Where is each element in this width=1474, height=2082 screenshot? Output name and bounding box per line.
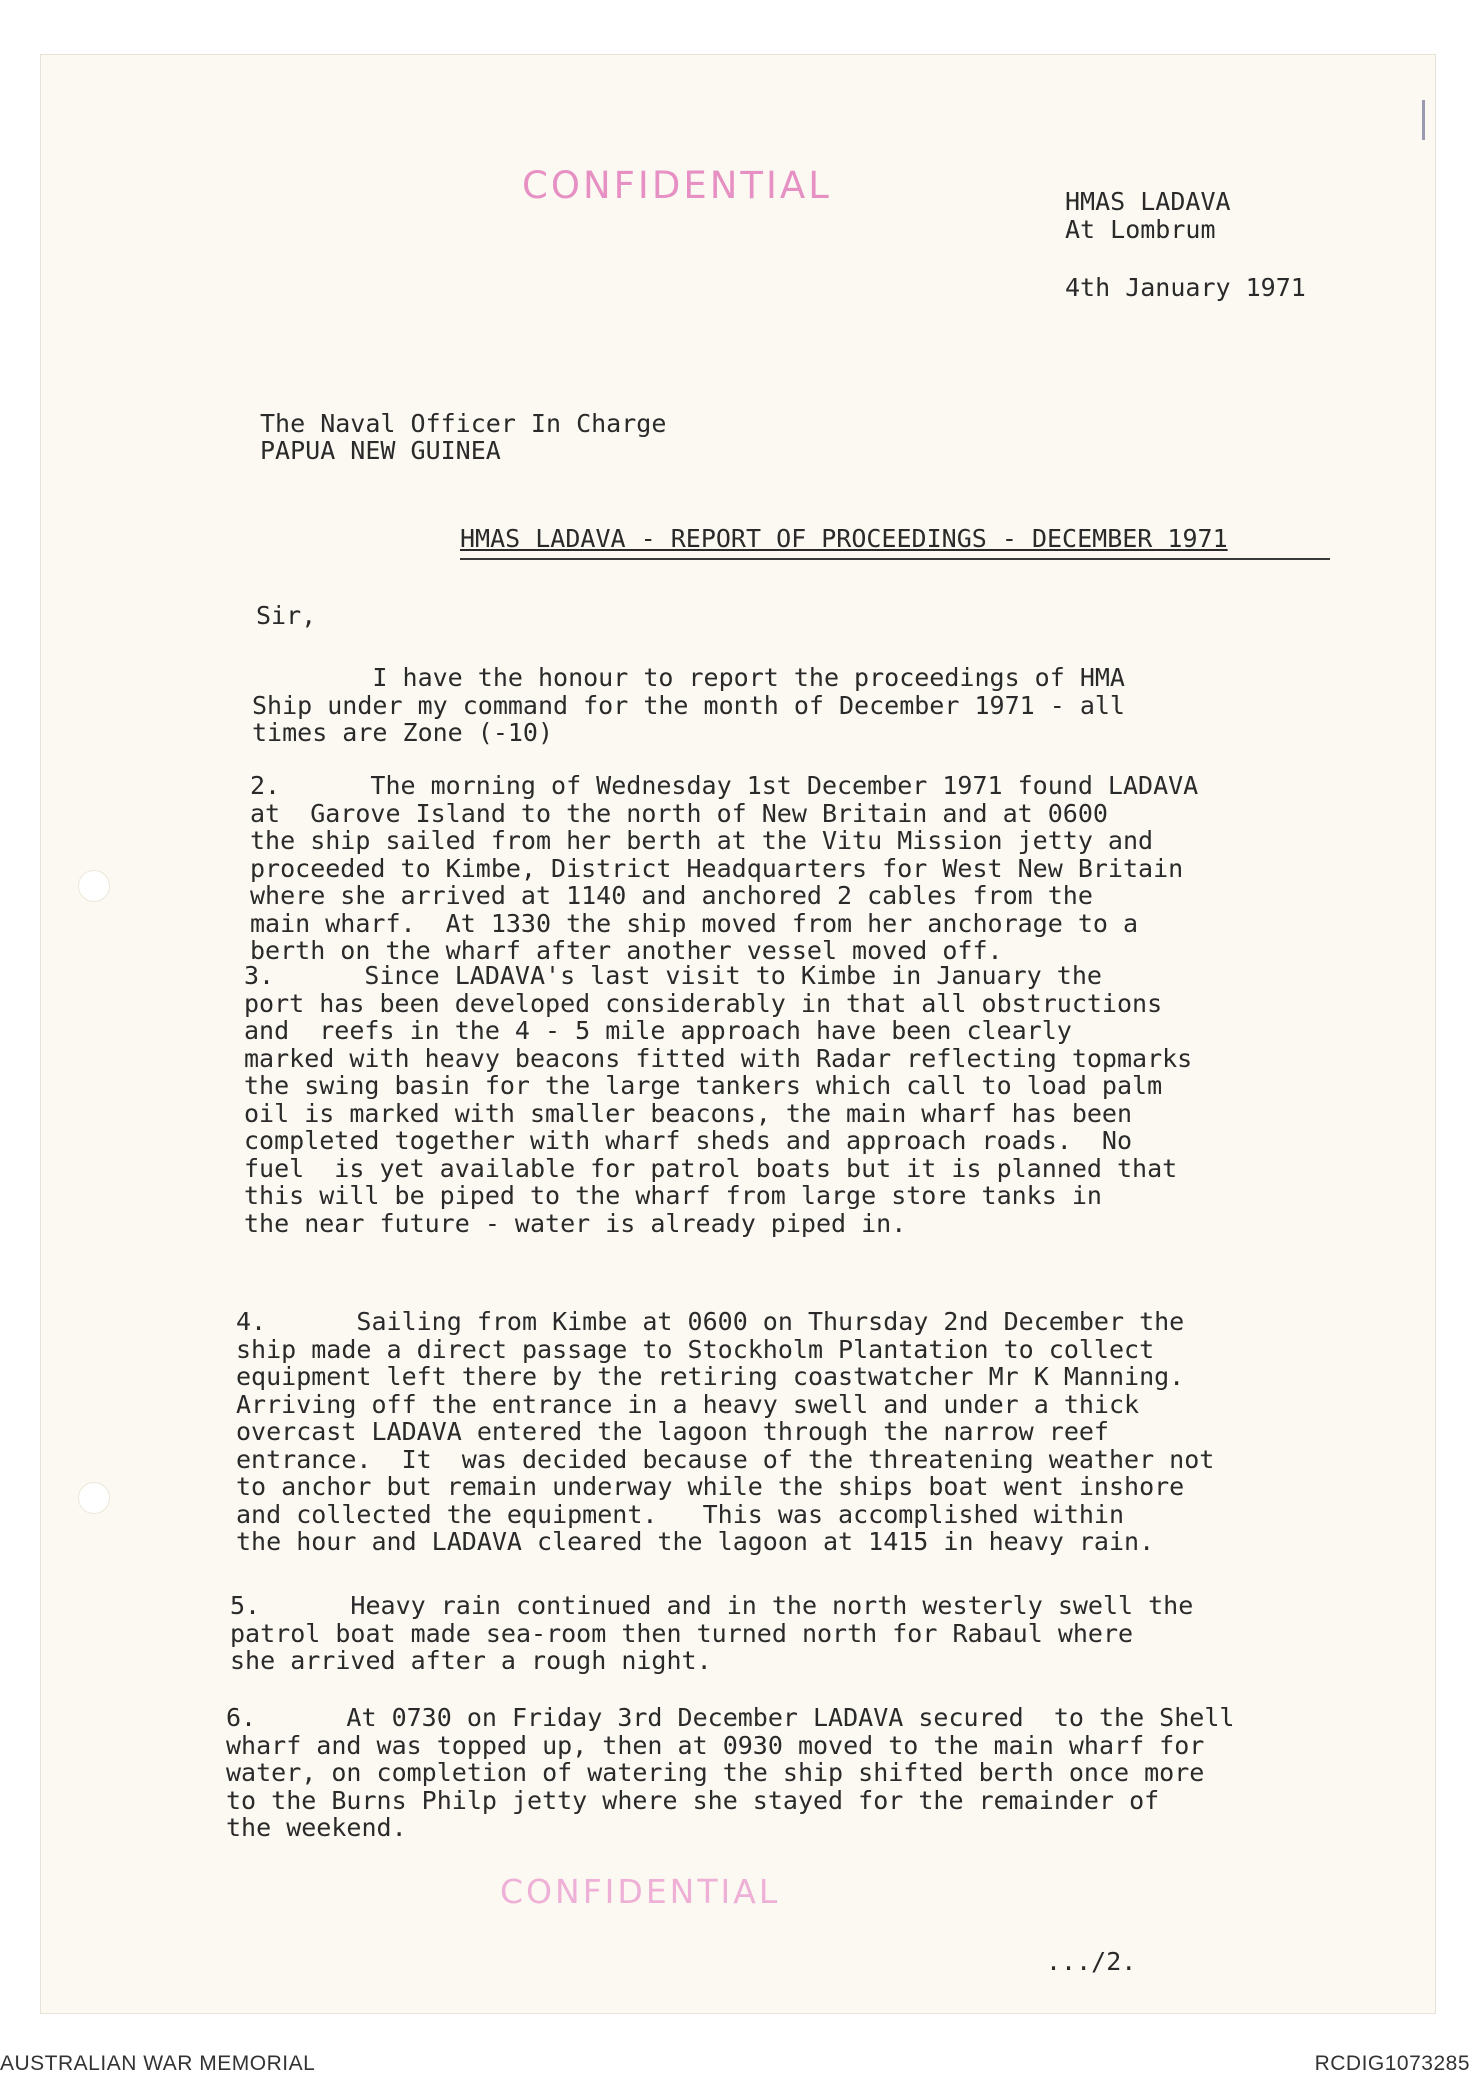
paragraph-line: ship made a direct passage to Stockholm Plantation to collect	[236, 1334, 1155, 1364]
paragraph-1	[252, 664, 1125, 747]
paragraph-3	[244, 962, 1192, 1237]
paragraph-line: the weekend.	[226, 1813, 407, 1842]
page-continuation: .../2.	[1046, 1947, 1137, 1976]
paragraph-5	[230, 1592, 1193, 1675]
addressee-line-1: The Naval Officer In Charge	[260, 409, 667, 438]
paragraph-line: entrance. It was decided because of the threatening weather not	[236, 1444, 1215, 1474]
paragraph-line: 6. At 0730 on Friday 3rd December LADAVA secured to the Shell	[226, 1703, 1235, 1732]
paragraph-line: completed together with wharf sheds and approach roads. No	[244, 1126, 1133, 1155]
paragraph-line: Arriving off the entrance in a heavy swell and under a thick	[236, 1389, 1140, 1419]
subject-heading: HMAS LADAVA - REPORT OF PROCEEDINGS - DECEMBER 1971	[460, 524, 1228, 553]
sender-ship: HMAS LADAVA	[1065, 187, 1231, 216]
paragraph-line: equipment left there by the retiring coastwatcher Mr K Manning.	[236, 1362, 1185, 1391]
paragraph-line: wharf and was topped up, then at 0930 moved to the main wharf for	[226, 1730, 1205, 1760]
paragraph-line: the ship sailed from her berth at the Vitu Mission jetty and	[250, 826, 1154, 855]
confidential-stamp-bottom: CONFIDENTIAL	[500, 1872, 781, 1911]
paragraph-line: this will be piped to the wharf from large store tanks in	[244, 1181, 1102, 1210]
subject-underline	[460, 558, 1330, 560]
footer-reference: RCDIG1073285	[1314, 2052, 1470, 2075]
paragraph-line: port has been developed considerably in that all obstructions	[244, 988, 1163, 1018]
paragraph-line: overcast LADAVA entered the lagoon through the narrow reef	[236, 1417, 1109, 1446]
salutation: Sir,	[256, 601, 317, 630]
paragraph-line: to anchor but remain underway while the ships boat went inshore	[236, 1472, 1185, 1501]
paragraph-line: 5. Heavy rain continued and in the north westerly swell the	[230, 1591, 1194, 1620]
paragraph-line: and collected the equipment. This was accomplished within	[236, 1499, 1125, 1529]
addressee-line-2: PAPUA NEW GUINEA	[260, 436, 501, 465]
paragraph-4	[236, 1308, 1214, 1556]
paragraph-line: berth on the wharf after another vessel moved off.	[250, 936, 1003, 965]
paragraph-2	[250, 772, 1198, 965]
paragraph-line: water, on completion of watering the ship shifted berth once more	[226, 1758, 1205, 1787]
paragraph-line: the near future - water is already piped in.	[244, 1208, 907, 1238]
paragraph-line: 2. The morning of Wednesday 1st December 1971 found LADAVA	[250, 771, 1199, 800]
paragraph-line: the swing basin for the large tankers which call to load palm	[244, 1071, 1163, 1100]
paragraph-line: proceeded to Kimbe, District Headquarters for West New Britain	[250, 853, 1184, 883]
paragraph-line: 4. Sailing from Kimbe at 0600 on Thursday 2nd December the	[236, 1307, 1185, 1336]
paragraph-line: where she arrived at 1140 and anchored 2 cables from the	[250, 881, 1093, 910]
letter-date: 4th January 1971	[1065, 273, 1306, 302]
paragraph-line: she arrived after a rough night.	[230, 1646, 712, 1675]
edge-mark	[1422, 100, 1425, 140]
confidential-stamp-top: CONFIDENTIAL	[522, 164, 832, 207]
paragraph-line: main wharf. At 1330 the ship moved from her anchorage to a	[250, 908, 1139, 938]
paragraph-line: and reefs in the 4 - 5 mile approach have been clearly	[244, 1016, 1072, 1045]
paragraph-line: I have the honour to report the proceedings of HMA	[252, 663, 1125, 692]
paragraph-line: the hour and LADAVA cleared the lagoon at 1415 in heavy rain.	[236, 1527, 1155, 1556]
paragraph-6	[226, 1704, 1234, 1842]
paragraph-line: 3. Since LADAVA's last visit to Kimbe in January the	[244, 961, 1102, 990]
sender-location: At Lombrum	[1065, 215, 1216, 244]
paragraph-line: Ship under my command for the month of December 1971 - all	[252, 690, 1125, 720]
paragraph-line: to the Burns Philp jetty where she stayed for the remainder of	[226, 1785, 1160, 1815]
paragraph-line: fuel is yet available for patrol boats but it is planned that	[244, 1153, 1178, 1183]
paragraph-line: times are Zone (-10)	[252, 718, 554, 747]
footer-institution: AUSTRALIAN WAR MEMORIAL	[0, 2052, 316, 2075]
paragraph-line: marked with heavy beacons fitted with Radar reflecting topmarks	[244, 1043, 1193, 1073]
paragraph-line: patrol boat made sea-room then turned north for Rabaul where	[230, 1618, 1134, 1648]
punch-hole	[78, 1482, 110, 1514]
paragraph-line: at Garove Island to the north of New Britain and at 0600	[250, 798, 1108, 828]
punch-hole	[78, 870, 110, 902]
paragraph-line: oil is marked with smaller beacons, the main wharf has been	[244, 1098, 1133, 1128]
